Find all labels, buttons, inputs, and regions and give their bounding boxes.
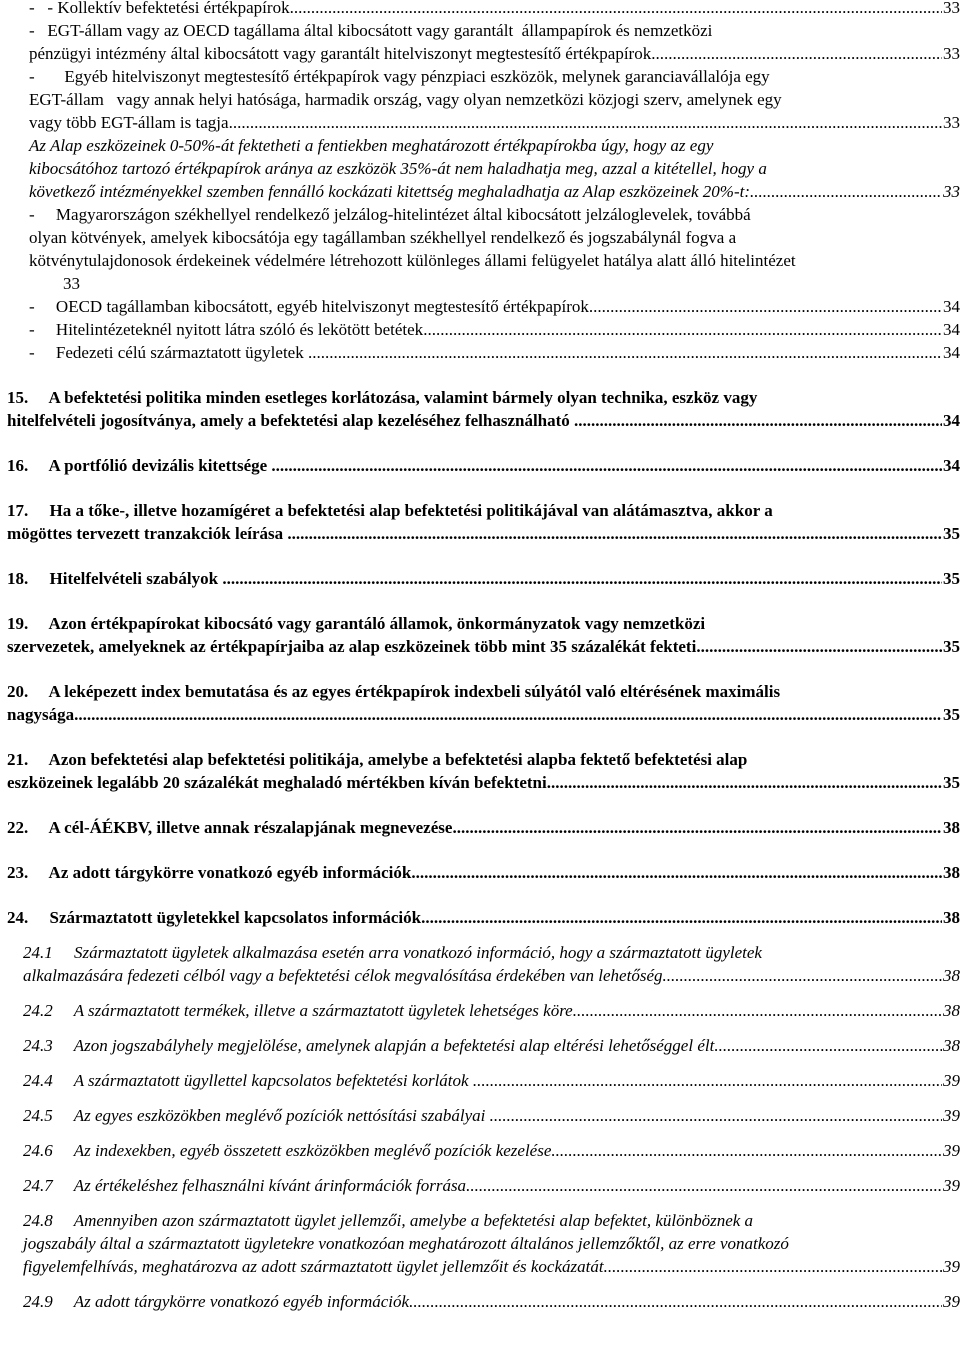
toc-entry-line [29,134,960,157]
toc-entry[interactable] [29,295,960,318]
toc-entry-text: 24.3 Azon jogszabályhely megjelölése, amelynek alapján a befektetési alap eltérési lehetőséggel élt [23,1036,715,1055]
page-number: 38 [943,908,960,927]
toc-entry-text: 33 [29,274,80,293]
toc-entry-line [23,1139,960,1162]
toc-entry-text: 24.2 A származtatott termékek, illetve a származtatott ügyletek lehetséges köre [23,1001,573,1020]
dot-leader [696,635,942,658]
toc-entry-text: 20. A leképezett index bemutatása és az egyes értékpapírok indexbeli súlyától való eltérésének maximális [7,682,781,701]
toc-entry[interactable] [7,567,960,590]
page-number: 34 [943,320,960,339]
toc-entry[interactable] [29,19,960,65]
toc-entry-line [23,1104,960,1127]
page-number: 38 [943,863,960,882]
toc-entry-line [29,88,960,111]
toc-entry[interactable] [23,1034,960,1057]
toc-entry-line [7,861,960,884]
toc-entry-line [29,341,960,364]
toc-entry-text: nagysága [7,705,75,724]
toc-entry-line [7,386,960,409]
toc-entry-text: Az Alap eszközeinek 0-50%-át fektetheti a fentiekben meghatározott értékpapírokba úgy, hogy az egy [29,136,714,155]
toc-entry[interactable] [7,748,960,794]
toc-entry-text: - Egyéb hitelviszonyt megtestesítő értékpapírok vagy pénzpiaci eszközök, melynek garanciavállalója egy [29,67,770,86]
toc-entry[interactable] [7,680,960,726]
toc-entry-line [7,906,960,929]
toc-entry-text: mögöttes tervezett tranzakciók leírása [7,524,288,543]
toc-entry-line [29,19,960,42]
dot-leader [604,1255,942,1278]
page-number: 35 [943,637,960,656]
toc-entry[interactable] [7,816,960,839]
toc-entry-text: 24.5 Az egyes eszközökben meglévő pozíciók nettósítási szabályai [23,1106,490,1125]
toc-entry-text: - EGT-állam vagy az OECD tagállama által kibocsátott vagy garantált állampapírok és nemzetközi [29,21,713,40]
toc-entry-text: - - Kollektív befektetési értékpapírok [29,0,290,17]
toc-entry[interactable] [23,1069,960,1092]
toc-entry-line [29,157,960,180]
toc-entry[interactable] [23,999,960,1022]
toc-entry[interactable] [23,1139,960,1162]
toc-entry-text: figyelemfelhívás, meghatározva az adott származtatott ügylet jellemzőit és kockázatát [23,1257,604,1276]
page-number: 39 [943,1071,960,1090]
toc-entry-line [23,1034,960,1057]
page-number: 38 [943,966,960,985]
toc-entry-text: 24.7 Az értékeléshez felhasználni kívánt árinformációk forrása [23,1176,467,1195]
dot-leader [409,1290,942,1313]
page-number: 33 [943,113,960,132]
toc-entry-text: 24.6 Az indexekben, egyéb összetett eszközökben meglévő pozíciók kezelése [23,1141,552,1160]
toc-entry-line [29,111,960,134]
dot-leader [490,1104,942,1127]
dot-leader [551,1139,942,1162]
page-number: 35 [943,524,960,543]
dot-leader [547,771,942,794]
toc-entry-line [7,454,960,477]
dot-leader [452,816,942,839]
toc-entry-line [7,635,960,658]
toc-entry[interactable] [7,612,960,658]
dot-leader [750,180,942,203]
toc-entry-text: 24.8 Amennyiben azon származtatott ügylet jellemzői, amelybe a befektetési alap befektet, különböznek a [23,1211,754,1230]
toc-entry[interactable] [23,1290,960,1313]
toc-entry-text: pénzügyi intézmény által kibocsátott vagy garantált hitelviszonyt megtestesítő értékpapírok [29,44,652,63]
toc-entry-line [7,680,960,703]
toc-entry-line [29,249,960,272]
toc-entry-line [7,816,960,839]
toc-entry-line [23,999,960,1022]
toc-entry-text: 21. Azon befektetési alap befektetési politikája, amelybe a befektetési alapba fektető befektetési alap [7,750,748,769]
dot-leader [421,906,942,929]
toc-entry[interactable] [23,941,960,987]
toc-entry-text: 24.1 Származtatott ügyletek alkalmazása esetén arra vonatkozó információ, hogy a származtatott ügyletek [23,943,762,962]
toc-entry-text: 22. A cél-ÁÉKBV, illetve annak részalapjának megnevezése [7,818,453,837]
toc-entry-text: 17. Ha a tőke-, illetve hozamígéret a befektetési alap befektetési politikájával van alátámasztva, akkor a [7,501,773,520]
toc-entry-text: kibocsátóhoz tartozó értékpapírok aránya az eszközök 35%-át nem haladhatja meg, azzal a kitétellel, hogy a [29,159,767,178]
dot-leader [473,1069,942,1092]
page-number: 34 [943,456,960,475]
toc-entry-line [7,612,960,635]
toc-entry-text: 24.4 A származtatott ügyllettel kapcsolatos befektetési korlátok [23,1071,473,1090]
toc-entry[interactable] [7,906,960,929]
page-number: 34 [943,343,960,362]
toc-entry[interactable] [23,1209,960,1278]
dot-leader [222,567,942,590]
toc-entry-line [29,226,960,249]
toc-entry-text: olyan kötvények, amelyek kibocsátója egy tagállamban székhellyel rendelkező és jogszabálynál fogva a [29,228,737,247]
toc-entry[interactable] [7,386,960,432]
toc-entry[interactable] [7,454,960,477]
toc-entry-text: 18. Hitelfelvételi szabályok [7,569,223,588]
page-number: 34 [943,411,960,430]
page-number: 35 [943,773,960,792]
toc-entry-text: EGT-állam vagy annak helyi hatósága, harmadik ország, vagy olyan nemzetközi közjogi szerv, amelynek egy [29,90,782,109]
toc-entry-line [23,1069,960,1092]
toc-entry[interactable] [29,341,960,364]
page-number: 33 [943,44,960,63]
toc-entry[interactable] [29,203,960,295]
toc-entry-line [29,295,960,318]
dot-leader [714,1034,942,1057]
toc-entry-line [23,1174,960,1197]
toc-entry-text: kötvénytulajdonosok érdekeinek védelmére létrehozott különleges állami felügyelet hatálya alatt álló hitelintézet [29,251,796,270]
toc-entry-text: szervezetek, amelyeknek az értékpapírjaiba az alap eszközeinek több mint 35 százalékát fekteti [7,637,697,656]
toc-entry-line [7,409,960,432]
toc-entry-line [7,567,960,590]
dot-leader [229,111,942,134]
toc-entry-text: következő intézményekkel szemben fennálló kockázati kitettség meghaladhatja az Alap eszközeinek 20%-t: [29,182,751,201]
dot-leader [271,454,942,477]
toc-entry-text: - Magyarországon székhellyel rendelkező jelzálog-hitelintézet által kibocsátott jelzáloglevelek, továbbá [29,205,751,224]
toc-entry-line [29,0,960,19]
page-number: 38 [943,818,960,837]
toc-entry-line [23,941,960,964]
page-number: 33 [943,0,960,17]
dot-leader [290,0,942,19]
toc-entry-line [23,964,960,987]
toc-entry-text: vagy több EGT-állam is tagja [29,113,229,132]
page-number: 39 [943,1257,960,1276]
page-number: 38 [943,1001,960,1020]
toc-entry-line [23,1209,960,1232]
dot-leader [466,1174,942,1197]
toc-entry-line [7,703,960,726]
toc-entry[interactable] [7,861,960,884]
toc-entry[interactable] [29,318,960,341]
dot-leader [411,861,942,884]
toc-entry[interactable] [23,1174,960,1197]
toc-entry-text: alkalmazására fedezeti célból vagy a befektetési célok megvalósítása érdekében van lehetőség [23,966,663,985]
toc-entry-line [23,1255,960,1278]
toc-entry-line [7,522,960,545]
dot-leader [308,341,942,364]
toc-entry-text: - OECD tagállamban kibocsátott, egyéb hitelviszonyt megtestesítő értékpapírok [29,297,589,316]
toc-entry-line [29,272,960,295]
page-number: 33 [943,182,960,201]
toc-entry-line [7,499,960,522]
dot-leader [74,703,942,726]
page-number: 39 [943,1141,960,1160]
page-number: 39 [943,1292,960,1311]
page-number: 39 [943,1176,960,1195]
toc-entry-line [29,42,960,65]
page-number: 35 [943,569,960,588]
toc-entry-text: jogszabály által a származtatott ügyletekre vonatkozóan meghatározott általános jellemzőktől, az erre vonatkozó [23,1234,789,1253]
toc-entry-text: eszközeinek legalább 20 százalékát meghaladó mértékben kíván befektetni [7,773,547,792]
toc-entry[interactable] [7,499,960,545]
toc-entry-line [7,771,960,794]
toc-entry-text: 15. A befektetési politika minden esetleges korlátozása, valamint bármely olyan technika, eszköz vagy [7,388,758,407]
dot-leader [574,409,942,432]
dot-leader [573,999,942,1022]
toc-entry-text: 24.9 Az adott tárgykörre vonatkozó egyéb információk [23,1292,410,1311]
toc-entry-text: 16. A portfólió devizális kitettsége [7,456,272,475]
toc-entry-text: hitelfelvételi jogosítványa, amely a befektetési alap kezeléséhez felhasználható [7,411,575,430]
toc-entry-line [23,1232,960,1255]
toc-entry-line [29,65,960,88]
table-of-contents [7,0,960,1313]
toc-entry-line [29,180,960,203]
toc-entry[interactable] [29,0,960,19]
toc-entry-text: - Fedezeti célú származtatott ügyletek [29,343,308,362]
dot-leader [287,522,942,545]
page-number: 39 [943,1106,960,1125]
toc-entry-line [23,1290,960,1313]
dot-leader [662,964,942,987]
page-number: 35 [943,705,960,724]
toc-entry[interactable] [23,1104,960,1127]
toc-entry[interactable] [29,65,960,134]
dot-leader [651,42,942,65]
toc-entry-text: 23. Az adott tárgykörre vonatkozó egyéb információk [7,863,412,882]
page-number: 34 [943,297,960,316]
dot-leader [423,318,942,341]
toc-entry-line [29,203,960,226]
toc-entry-text: 19. Azon értékpapírokat kibocsátó vagy garantáló államok, önkormányzatok vagy nemzetközi [7,614,706,633]
toc-entry-line [29,318,960,341]
toc-entry-line [7,748,960,771]
toc-entry-text: - Hitelintézeteknél nyitott látra szóló és lekötött betétek [29,320,424,339]
page-number: 38 [943,1036,960,1055]
dot-leader [589,295,942,318]
toc-entry-text: 24. Származtatott ügyletekkel kapcsolatos információk [7,908,422,927]
toc-entry[interactable] [29,134,960,203]
